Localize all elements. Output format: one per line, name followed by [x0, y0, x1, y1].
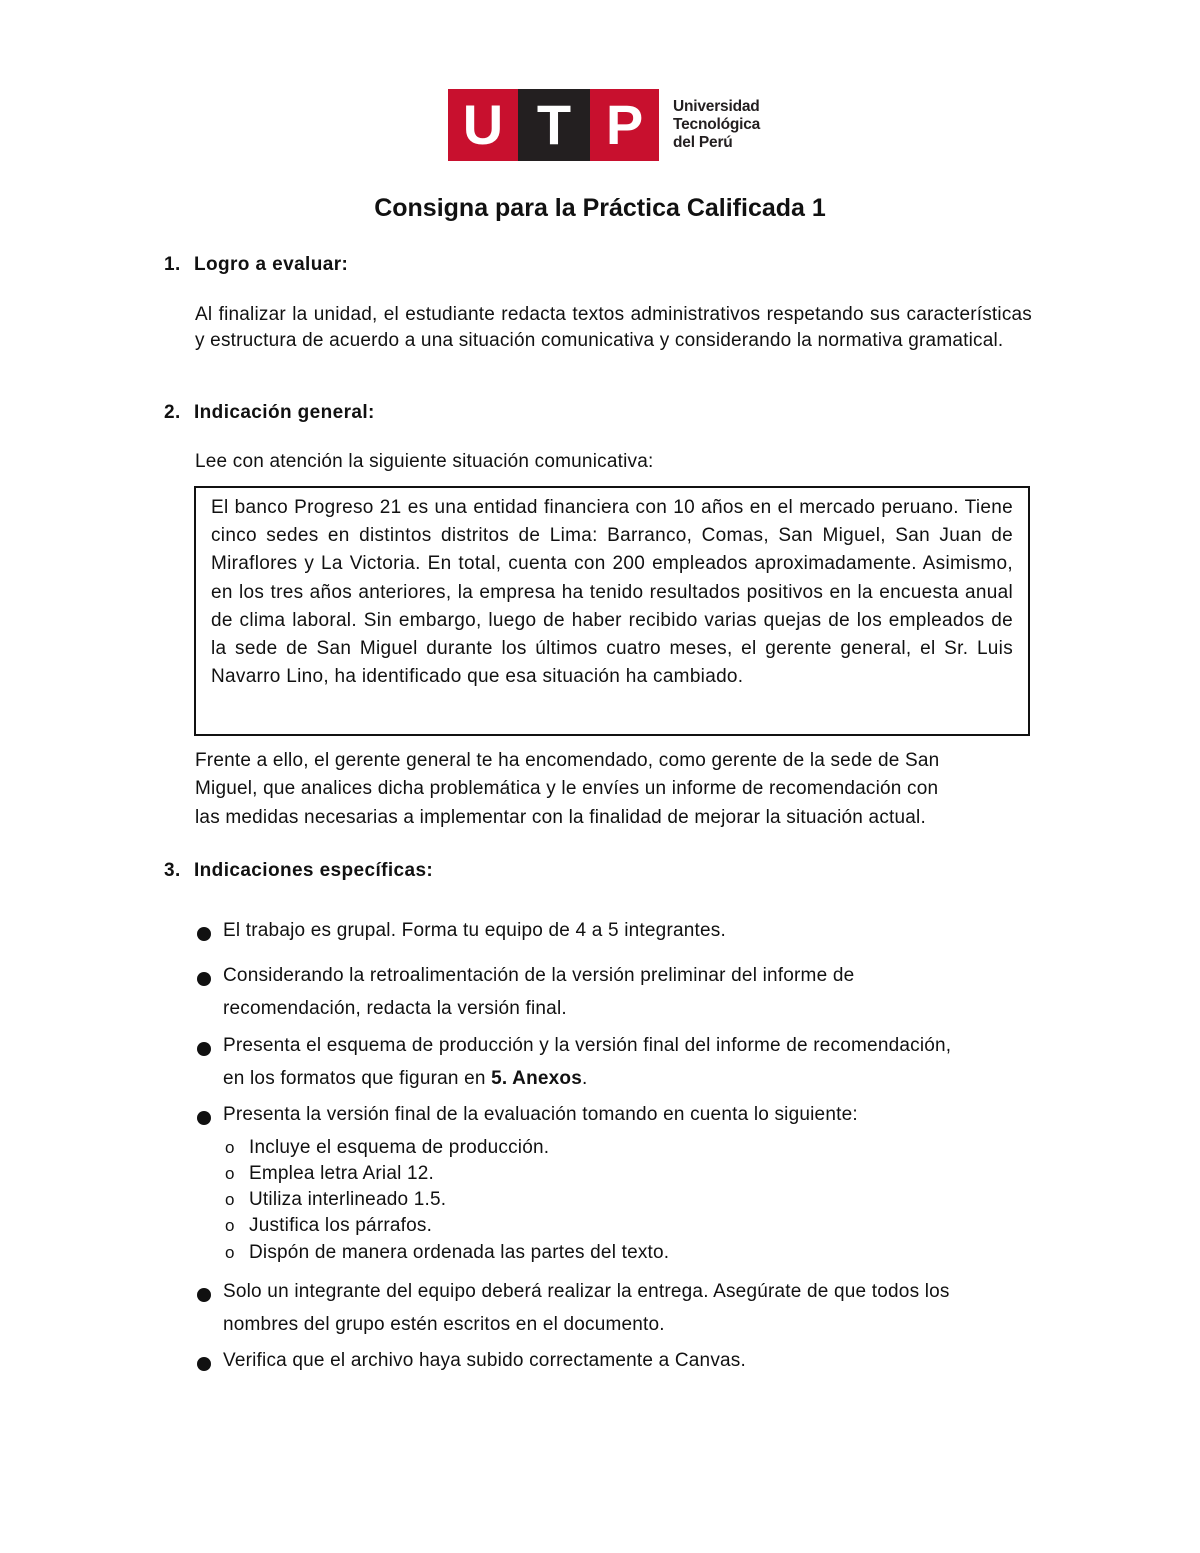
- list-item: [195, 1099, 1045, 1132]
- section-title: Logro a evaluar:: [194, 254, 349, 275]
- logo-name-line: del Perú: [673, 134, 733, 151]
- list-item-line: Presenta el esquema de producción y la versión final del informe de recomendación,: [223, 1035, 952, 1056]
- logo-university-name: [673, 98, 760, 152]
- list-item-line: Solo un integrante del equipo deberá realizar la entrega. Asegúrate de que todos los: [223, 1281, 950, 1302]
- section-2-followup: [195, 747, 1035, 832]
- sub-list-item-text: Incluye el esquema de producción.: [249, 1137, 550, 1158]
- logo-name-line: Tecnológica: [673, 116, 761, 133]
- logo-letter-u: U: [448, 89, 518, 161]
- list-item: [195, 1030, 1045, 1095]
- bullet-icon: [197, 1288, 211, 1302]
- section-1-paragraph: Al finalizar la unidad, el estudiante redacta textos administrativos respetando sus características y estructura de acuerdo a una situación comunicativa y considerando la normativa gramatical.: [195, 304, 1032, 351]
- section-heading-3: [164, 860, 433, 882]
- utp-logo: [448, 89, 760, 161]
- section-title: Indicación general:: [194, 402, 375, 423]
- logo-letter-t: T: [518, 89, 590, 161]
- list-item: [195, 960, 1045, 1025]
- list-item: [195, 915, 1045, 948]
- logo-name-line: Universidad: [673, 98, 760, 115]
- list-item-text: [223, 960, 1045, 1025]
- sub-list-item: [195, 1240, 669, 1267]
- bullet-icon: [197, 972, 211, 986]
- list-item-line: [223, 1063, 1045, 1096]
- circle-bullet-icon: o: [225, 1243, 235, 1262]
- bullet-icon: [197, 1042, 211, 1056]
- sub-list-item-text: Emplea letra Arial 12.: [249, 1163, 434, 1184]
- list-item-line: Considerando la retroalimentación de la versión preliminar del informe de: [223, 965, 855, 986]
- sub-list-item-text: Utiliza interlineado 1.5.: [249, 1189, 447, 1210]
- section-title: Indicaciones específicas:: [194, 860, 434, 881]
- list-item-text: Presenta la versión final de la evaluación tomando en cuenta lo siguiente:: [223, 1104, 858, 1125]
- list-item-line: recomendación, redacta la versión final.: [223, 997, 567, 1019]
- section-number: 1.: [164, 254, 181, 275]
- sub-list-item: [195, 1187, 446, 1214]
- section-heading-2: [164, 402, 375, 424]
- circle-bullet-icon: o: [225, 1216, 235, 1235]
- list-item-text: [223, 1030, 1045, 1095]
- bullet-icon: [197, 927, 211, 941]
- section-2-intro: Lee con atención la siguiente situación comunicativa:: [195, 451, 654, 472]
- section-number: 2.: [164, 402, 181, 423]
- sub-list-item-text: Justifica los párrafos.: [249, 1215, 433, 1236]
- document-title: Consigna para la Práctica Calificada 1: [374, 194, 826, 222]
- followup-line: Miguel, que analices dicha problemática y le envíes un informe de recomendación con: [195, 778, 939, 800]
- section-number: 3.: [164, 860, 181, 881]
- list-item-fragment: en los formatos que figuran en: [223, 1067, 492, 1089]
- list-item: [195, 1276, 1045, 1341]
- circle-bullet-icon: o: [225, 1138, 235, 1157]
- list-item: [195, 1345, 1045, 1378]
- circle-bullet-icon: o: [225, 1190, 235, 1209]
- list-item-text: [223, 1276, 1045, 1341]
- list-item-fragment: .: [582, 1067, 588, 1089]
- sub-list-item-text: Dispón de manera ordenada las partes del texto.: [249, 1242, 670, 1263]
- sub-list-item: [195, 1161, 434, 1188]
- list-item-line: nombres del grupo estén escritos en el documento.: [223, 1313, 665, 1335]
- annex-reference: 5. Anexos: [491, 1067, 582, 1089]
- section-heading-1: [164, 254, 348, 276]
- list-item-text: Verifica que el archivo haya subido correctamente a Canvas.: [223, 1350, 746, 1371]
- utp-logo-mark: [448, 89, 659, 161]
- list-item-text: El trabajo es grupal. Forma tu equipo de 4 a 5 integrantes.: [223, 920, 726, 941]
- logo-letter-p: P: [590, 89, 659, 161]
- followup-line: las medidas necesarias a implementar con la finalidad de mejorar la situación actual.: [195, 806, 926, 828]
- situation-text: El banco Progreso 21 es una entidad financiera con 10 años en el mercado peruano. Tiene cinco sedes en distintos distritos de Lima: Barranco, Comas, San Miguel, San Juan de Miraflores y La Victoria. En total, cuenta con 200 empleados aproximadamente. Asimismo, en los tres años anteriores, la empresa ha tenido resultados positivos en la encuesta anual de clima laboral. Sin embargo, luego de haber recibido varias quejas de los empleados de la sede de San Miguel durante los últimos cuatro meses, el gerente general, el Sr. Luis Navarro Lino, ha identificado que esa situación ha cambiado.: [211, 497, 1013, 688]
- situation-box: [194, 486, 1030, 736]
- followup-line: Frente a ello, el gerente general te ha encomendado, como gerente de la sede de San: [195, 750, 940, 771]
- sub-list-item: [195, 1213, 432, 1240]
- circle-bullet-icon: o: [225, 1164, 235, 1183]
- sub-list-item: [195, 1135, 549, 1162]
- bullet-icon: [197, 1111, 211, 1125]
- bullet-icon: [197, 1357, 211, 1371]
